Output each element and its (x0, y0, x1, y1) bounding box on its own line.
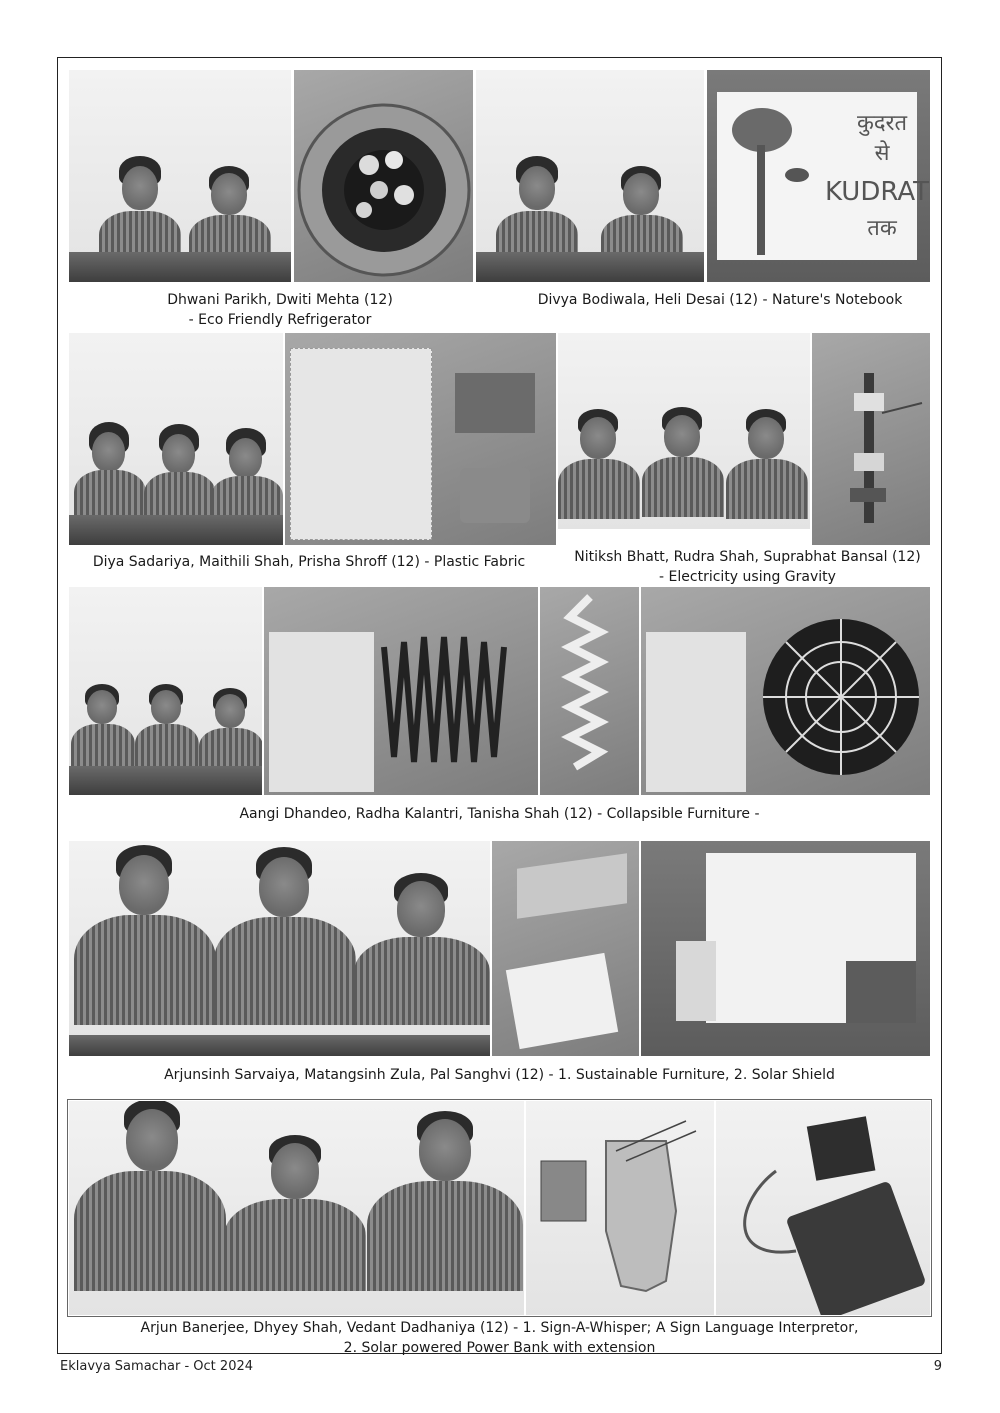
photo-plastic-fabric (285, 333, 556, 545)
photo-arjun-dhyey-vedant (69, 1101, 524, 1315)
caption-collapsible-furniture (69, 804, 930, 824)
caption-line: Divya Bodiwala, Heli Desai (12) - Nature's Notebook (537, 292, 903, 308)
photo-eco-refrigerator (294, 70, 473, 282)
caption-sustainable-solar (69, 1065, 930, 1085)
photo-collapsible-furniture-3 (641, 587, 930, 795)
caption-line: 2. Solar powered Power Bank with extension (343, 1340, 656, 1356)
caption-line: Arjun Banerjee, Dhyey Shah, Vedant Dadhaniya (12) - 1. Sign-A-Whisper; A Sign Language Interpretor, (140, 1320, 859, 1336)
footer-publication: Eklavya Samachar - Oct 2024 (60, 1359, 254, 1374)
photo-electricity-gravity (812, 333, 930, 545)
photo-natures-notebook (707, 70, 930, 282)
photo-aangi-radha-tanisha (69, 587, 262, 795)
caption-natures-notebook (510, 290, 930, 310)
photo-collapsible-furniture-1 (264, 587, 538, 795)
photo-sustainable-furniture (492, 841, 639, 1056)
photo-sign-a-whisper (526, 1101, 714, 1315)
caption-line: - Eco Friendly Refrigerator (188, 312, 372, 328)
photo-arjunsinh-matangsinh-pal (69, 841, 490, 1056)
poster-hindi-line1: कुदरत (856, 111, 908, 136)
caption-electricity-gravity (560, 547, 935, 587)
caption-line: - Electricity using Gravity (659, 569, 836, 585)
caption-line: Nitiksh Bhatt, Rudra Shah, Suprabhat Bansal (12) (574, 549, 921, 565)
caption-plastic-fabric (69, 552, 549, 572)
caption-line: Diya Sadariya, Maithili Shah, Prisha Shroff (12) - Plastic Fabric (92, 554, 526, 570)
photo-collapsible-furniture-2 (540, 587, 639, 795)
poster-hindi-line4: तक (867, 216, 897, 241)
photo-divya-heli (476, 70, 704, 282)
poster-hindi-line2: से (874, 141, 890, 166)
photo-diya-maithili-prisha (69, 333, 283, 545)
caption-eco-refrigerator (120, 290, 440, 330)
caption-sign-a-whisper (69, 1318, 930, 1358)
caption-line: Arjunsinh Sarvaiya, Matangsinh Zula, Pal Sanghvi (12) - 1. Sustainable Furniture, 2. Solar Shield (164, 1067, 835, 1083)
poster-hindi-line3: KUDRAT (824, 177, 930, 207)
photo-solar-power-bank (716, 1101, 930, 1315)
caption-line: Dhwani Parikh, Dwiti Mehta (12) (167, 292, 393, 308)
photo-solar-shield (641, 841, 930, 1056)
photo-nitiksh-rudra-suprabhat (558, 333, 810, 529)
footer-page-number: 9 (933, 1359, 942, 1374)
photo-dhwani-dwiti (69, 70, 291, 282)
caption-line: Aangi Dhandeo, Radha Kalantri, Tanisha Shah (12) - Collapsible Furniture - (239, 806, 760, 822)
